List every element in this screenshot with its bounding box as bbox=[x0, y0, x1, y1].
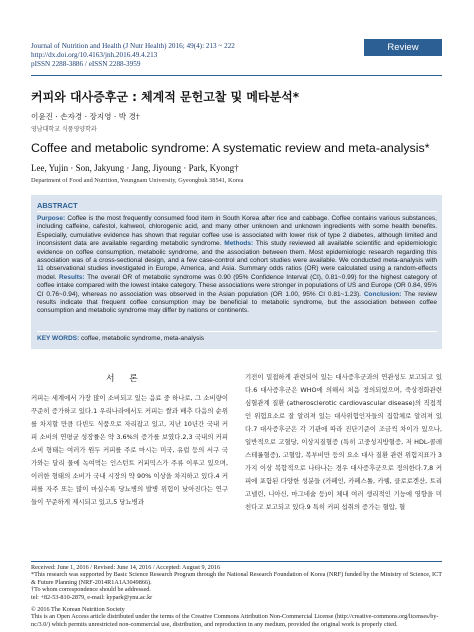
purpose-label: Purpose: bbox=[37, 215, 66, 222]
english-title: Coffee and metabolic syndrome: A systematic review and meta-analysis* bbox=[31, 141, 430, 155]
issn: pISSN 2288-3886 / eISSN 2288-3959 bbox=[31, 60, 141, 68]
copyright: © 2016 The Korean Nutrition Society bbox=[31, 606, 125, 614]
footnotes bbox=[31, 564, 442, 628]
keywords-label: KEY WORDS: bbox=[37, 335, 80, 342]
journal-citation: Journal of Nutrition and Health (J Nutr Health) 2016; 49(4): 213 ~ 222 bbox=[31, 42, 235, 50]
abstract-text bbox=[37, 215, 437, 316]
english-affiliation: Department of Food and Nutrition, Yeungnam University, Gyeongbuk 38541, Korea bbox=[31, 177, 244, 184]
results-text: The overall OR of metabolic syndrome was 0.90 (95% Confidence Interval (CI), 0.81~0.99) for the highest category of coffee intake compared with the lowest intake category. These associations were stronger in populations of US and Europe (OR 0.84, 95% CI 0.76~0.94), whereas no association was observed in the Asian population (OR 1.00, 95% CI 0.81~1.23). bbox=[37, 273, 437, 298]
korean-authors: 이윤진 · 손자경 · 장지영 · 박 경† bbox=[31, 112, 140, 121]
doi-link[interactable]: http://dx.doi.org/10.4163/jnh.2016.49.4.213 bbox=[31, 51, 158, 59]
conclusion-text: The review results indicate that frequent coffee consumption may be beneficial to metabolic syndrome, but the association between coffee consumption and metabolic syndrome may differ by nations or continents. bbox=[37, 290, 437, 315]
correspondence-note: †To whom correspondence should be addressed. bbox=[31, 586, 151, 594]
funding-note: *This research was supported by Basic Science Research Program through the National Research Foundation of Korea (NRF) funded by the Ministry of Science, ICT & Future Planning (NRF-2014R1A1A3049866). bbox=[31, 571, 442, 586]
keywords-text: coffee, metabolic syndrome, meta-analysis bbox=[80, 335, 205, 342]
section-title-introduction: 서 론 bbox=[106, 374, 144, 384]
abstract-divider bbox=[37, 211, 437, 212]
keywords-divider bbox=[37, 331, 437, 332]
body-column-left: 커피는 세계에서 가장 많이 소비되고 있는 음료 중 하나로, 그 소비량이 꾸준히 증가하고 있다.1 우리나라에서도 커피는 쌀과 배추 다음의 순위를 차지할 만큼 다빈도 식품으로 자리잡고 있고, 지난 10년간 국내 커피 소비의 연평균 성장률은 약 3.6%의 증가를 보였다.2,3 국내의 커피 소비 형태는 여러가 원두 커피를 주로 마시는 미국, 유럽 등의 서구 국가와는 달리 물에 녹여먹는 인스턴트 커피믹스가 주류 이루고 있으며, 이러한 형태의 소비가 국내 시장의 약 90% 이상을 차지하고 있다.4 커피를 자주 또는 많이 마실수록 당뇨병의 발병 위험이 낮아진다는 연구들이 꾸준하게 제시되고 있고,5 당뇨병과 bbox=[31, 394, 228, 506]
keywords bbox=[37, 335, 204, 342]
footnote-divider bbox=[31, 561, 442, 562]
header-divider bbox=[31, 75, 442, 76]
korean-affiliation: 영남대학교 식품영양학과 bbox=[31, 126, 97, 133]
license-text: This is an Open Access article distributed under the terms of the Creative Commons Attribution Non-Commercial License (http://creative-commons.org/licenses/by-nc/3.0/) which permits unrestricted non-commercial use, distribution, and reproduction in any medium, provided the original work is properly cited. bbox=[31, 613, 439, 628]
conclusion-label: Conclusion: bbox=[363, 290, 402, 298]
journal-header bbox=[31, 42, 235, 69]
contact-info[interactable]: tel: +82-53-810-2879, e-mail: kypark@ynu.ac.kr bbox=[31, 593, 153, 601]
english-authors: Lee, Yujin · Son, Jakyung · Jang, Jiyoung · Park, Kyong† bbox=[31, 163, 239, 173]
body-column-right: 기전이 밀접하게 관련되어 있는 대사증후군과의 연관성도 보고되고 있다.6 대사증후군은 WHO에 의해서 처음 정의되었으며, 죽상경화관련 심혈관계 질환 (atherosclerotic cardiovascular disease)의 직접적인 위험요소로 잘 알려져 있는 대사위험인자들의 집합체로 알려져 있다.7 대사증후군은 각 기관에 따라 진단기준이 조금씩 차이가 있으나, 일반적으로 고혈당, 이상지질혈증 (특히 고중성지방혈증, 저 HDL-콜레스테롤혈증), 고혈압, 복부비만 등의 요소 대사 질환 관련 위험지표가 3가지 이상 복합적으로 나타나는 경우 대사증후군으로 정의한다.7,8 커피에 포함된 다양한 성분들 (카페인, 카페스톨, 카웰, 클로로겐산, 트리고넬린, 니아신, 마그네슘 등)이 체내 여러 생리적인 기능에 영향을 미친다고 보고되고 있다.9 특히 커피 섭취의 증가는 혈압, 혈 bbox=[245, 373, 442, 511]
purpose-text: Coffee is the most frequently consumed food item in South Korea after rice and cabbage. Coffee contains various substances, including caffeine, cafestol, kahweol, chlorogenic acid, and many other unknown and unknown ingredients with some health benefits. Especially, cumulative evidence has shown that regular coffee use is associated with lower risk of type 2 diabetes, although limited and inconsistent data are available regarding metabolic syndrome. bbox=[37, 215, 437, 248]
results-label: Results: bbox=[59, 273, 85, 281]
methods-label: Methods: bbox=[224, 240, 254, 248]
abstract-label: ABSTRACT bbox=[37, 201, 78, 210]
korean-title: 커피와 대사증후군 : 체계적 문헌고찰 및 메타분석* bbox=[31, 90, 299, 104]
methods-text: This study reviewed all available scientific and epidemiologic evidence on coffee consumption, metabolic syndrome, and the association between them. Most epidemiologic research regarding this association was of a cross-sectional design, and a few case-control and cohort studies were available. We conducted meta-analysis with 11 observational studies investigated in Europe, America, and Asia. Summary odds ratios (OR) were calculated using a random-effects model. bbox=[37, 240, 437, 281]
received-dates: Received: June 1, 2016 / Revised: June 14, 2016 / Accepted: August 9, 2016 bbox=[31, 564, 221, 571]
review-badge: Review bbox=[364, 39, 442, 56]
